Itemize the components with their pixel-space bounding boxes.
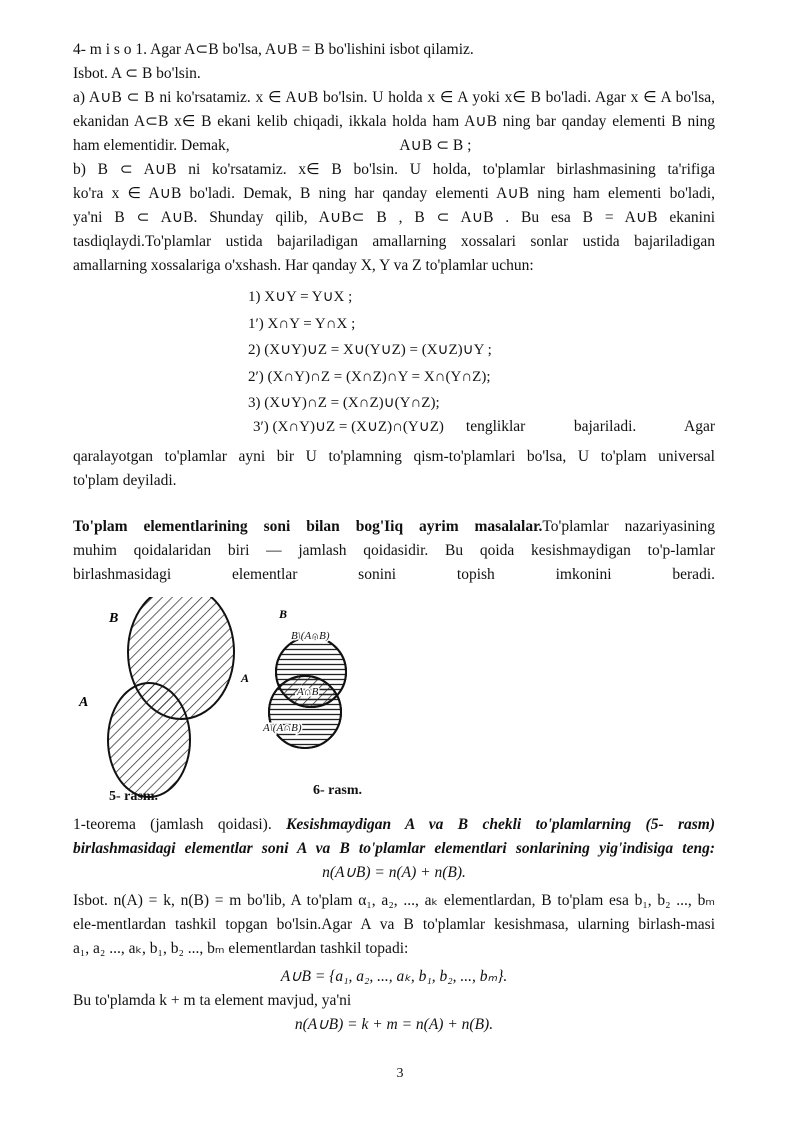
label-b-fig5: B <box>109 610 119 626</box>
set-properties-list <box>248 284 715 417</box>
formula-1: 1) X∪Y = Y∪X ; <box>248 289 353 305</box>
part-b-line-3: ya'ni B ⊂ A∪B. Shunday qilib, A∪B⊂ B , B ⊂ A∪B . Bu esa B = A∪B ekanini <box>73 209 715 226</box>
set-a-disjoint <box>108 683 190 797</box>
part-b-line-1: b) B ⊂ A∪B ni ko'rsatamiz. x∈ B bo'lsin. U holda, to'plamlar birlashmasining ta'rifiga <box>73 161 715 178</box>
proof-line-1: Isbot. n(A) = k, n(B) = m bo'lib, A to'plam α₁, a₂, ..., aₖ elementlardan, B to'plam esa b₁, b₂ ..., bₘ <box>73 891 715 909</box>
formula-2: 2) (X∪Y)∪Z = X∪(Y∪Z) = (X∪Z)∪Y ; <box>248 342 492 358</box>
section-line-3: birlashmasidagi elementlar sonini topish imkonini beradi. <box>73 565 715 583</box>
label-a-fig6: A <box>241 670 250 685</box>
formula-2-prime: 2′) (X∩Y)∩Z = (X∩Z)∩Y = X∩(Y∩Z); <box>248 368 491 385</box>
venn-figures <box>73 597 715 807</box>
theorem-formula: n(A∪B) = n(A) + n(B). <box>322 863 466 881</box>
theorem-label: 1-teorema (jamlash qoidasi). <box>73 815 287 833</box>
universal-line-2: to'plam deyiladi. <box>73 471 177 489</box>
formula-tail-text: tengliklar bajariladi. Agar <box>465 417 715 435</box>
venn-svg <box>73 597 715 807</box>
section-title: To'plam elementlarining soni bilan bog'Iiq ayrim masalalar. <box>73 517 543 535</box>
part-b-line-2: ko'ra x ∈ A∪B bo'ladi. Demak, B ning har qanday elementi A∪B ning ham elementi bo'ladi, <box>73 185 715 202</box>
caption-fig5: 5- rasm. <box>109 788 158 804</box>
section-line-2: muhim qoidalaridan biri — jamlash qoidasidir. Bu qoida kesishmaydigan to'p-lamlar <box>73 541 715 559</box>
region-a-minus: A\(A∩B) <box>263 721 302 734</box>
section-line-1 <box>73 515 715 539</box>
part-b-line-5: amallarning xossalariga o'xshash. Har qanday X, Y va Z to'plamlar uchun: <box>73 257 534 274</box>
proof-line-2: ele-mentlardan tashkil topgan bo'lsin.Agar A va B to'plamlar kesishmasa, ularning birlash-masi <box>73 915 715 933</box>
final-formula: n(A∪B) = k + m = n(A) + n(B). <box>294 1015 494 1033</box>
final-line: Bu to'plamda k + m ta element mavjud, ya'ni <box>73 991 352 1009</box>
label-a-fig5: A <box>79 694 89 710</box>
part-a-line-3: ham elementidir. Demak, A∪B ⊂ B ; <box>73 137 472 154</box>
proof-start: Isbot. A ⊂ B bo'lsin. <box>73 65 201 82</box>
caption-fig6: 6- rasm. <box>313 782 362 798</box>
part-a-line-2: ekanidan A⊂B x∈ B ekani kelib chiqadi, ikkala holda ham A∪B ning bar qanday elementi B ning <box>73 113 715 130</box>
section-line-1-text: To'plamlar nazariyasining <box>542 517 715 535</box>
union-formula: A∪B = {a₁, a₂, ..., aₖ, b₁, b₂, ..., bₘ}. <box>280 967 508 985</box>
region-intersection: A∩B <box>297 685 319 698</box>
formula-1-prime: 1′) X∩Y = Y∩X ; <box>248 315 356 332</box>
region-b-minus: B\(A∩B) <box>291 629 330 642</box>
label-b-fig6: B <box>279 606 288 621</box>
formula-3-prime: 3′) (X∩Y)∪Z = (X∪Z)∩(Y∪Z) <box>253 418 444 435</box>
theorem-line-1 <box>73 813 715 837</box>
universal-line-1: qaralayotgan to'plamlar ayni bir U to'plamning qism-to'plamlari bo'lsa, U to'plam universal <box>73 447 715 465</box>
formula-3-prime-row <box>253 417 715 445</box>
part-b-line-4: tasdiqlaydi.To'plamlar ustida bajariladigan amallarning xossalari sonlar ustida bajariladigan <box>73 233 715 250</box>
document-page <box>73 38 715 1037</box>
proof-line-3: a₁, a₂ ..., aₖ, b₁, b₂ ..., bₘ elementlardan tashkil topadi: <box>73 939 409 957</box>
formula-3: 3) (X∪Y)∩Z = (X∩Z)∪(Y∩Z); <box>248 395 440 411</box>
theorem-text-2: birlashmasidagi elementlar soni A va B to'plamlar elementlari sonlarining yig'indisiga teng: <box>73 839 715 857</box>
page-number: 3 <box>396 1066 404 1081</box>
example-heading: 4- m i s o 1. Agar A⊂B bo'lsa, A∪B = B bo'lishini isbot qilamiz. <box>73 41 474 58</box>
part-a-line-1: a) A∪B ⊂ B ni ko'rsatamiz. x ∈ A∪B bo'lsin. U holda x ∈ A yoki x∈ B bo'ladi. Agar x ∈ A bo'lsa, <box>73 89 715 106</box>
theorem-text-1: Kesishmaydigan A va B chekli to'plamlarning (5- rasm) <box>286 815 716 833</box>
